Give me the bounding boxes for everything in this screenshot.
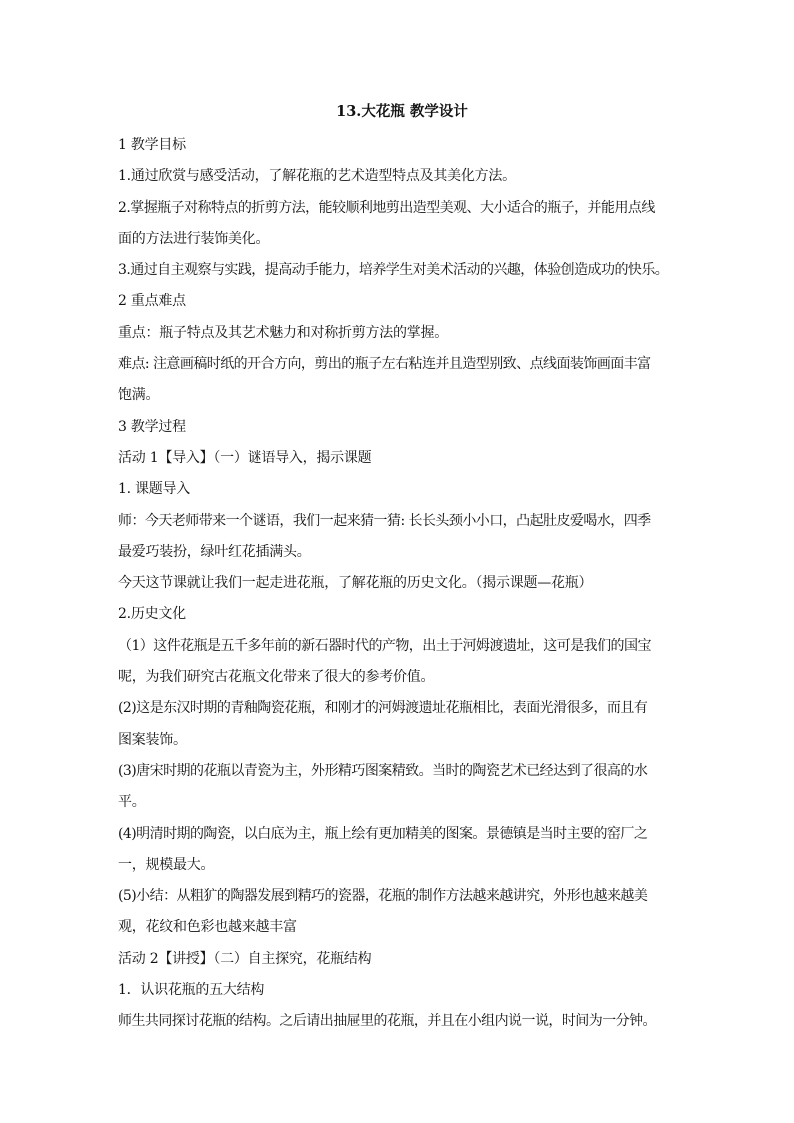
paragraph-line: 最爱巧装扮，绿叶红花插满头。: [118, 543, 311, 560]
paragraph-line: (5)小结：从粗犷的陶器发展到精巧的瓷器，花瓶的制作方法越来越讲究，外形也越来越美: [118, 888, 648, 905]
paragraph-line: 3.通过自主观察与实践，提高动手能力，培养学生对美术活动的兴趣，体验创造成功的快乐。: [118, 262, 669, 279]
section-heading-process: 3 教学过程: [118, 418, 186, 435]
subheading-line: 1. 课题导入: [118, 481, 191, 498]
document-page: [118, 102, 678, 1038]
paragraph-line: (3)唐宋时期的花瓶以青瓷为主，外形精巧图案精致。当时的陶瓷艺术已经达到了很高的水: [118, 762, 648, 779]
section-heading-key-points: 2 重点难点: [118, 293, 186, 310]
paragraph-line: (4)明清时期的陶瓷，以白底为主，瓶上绘有更加精美的图案。景德镇是当时主要的窑厂之: [118, 825, 648, 842]
activity-heading: 活动 2【讲授】（二）自主探究，花瓶结构: [118, 950, 372, 967]
paragraph-line: 图案装饰。: [118, 731, 187, 748]
paragraph-line: 师：今天老师带来一个谜语，我们一起来猜一猜: 长长头颈小小口，凸起肚皮爱喝水，四季: [118, 512, 651, 529]
document-title: 13.大花瓶 教学设计: [336, 103, 468, 120]
paragraph-line: 面的方法进行装饰美化。: [118, 230, 270, 247]
paragraph-line: 师生共同探讨花瓶的结构。之后请出抽屉里的花瓶，并且在小组内说一说，时间为一分钟。: [118, 1013, 656, 1030]
paragraph-line: 今天这节课就让我们一起走进花瓶，了解花瓶的历史文化。（揭示课题—花瓶）: [118, 575, 593, 592]
paragraph-line: 1.通过欣赏与感受活动，了解花瓶的艺术造型特点及其美化方法。: [118, 168, 516, 185]
section-heading-objectives: 1 教学目标: [118, 137, 186, 153]
paragraph-line: 观，花纹和色彩也越来越丰富: [118, 919, 297, 936]
activity-heading: 活动 1【导入】（一）谜语导入，揭示课题: [118, 449, 372, 466]
paragraph-line: 平。: [118, 794, 146, 811]
paragraph-line: 饱满。: [118, 387, 160, 404]
paragraph-line: 呢，为我们研究古花瓶文化带来了很大的参考价值。: [118, 669, 435, 686]
paragraph-line: 难点: 注意画稿时纸的开合方向，剪出的瓶子左右粘连并且造型别致、点线面装饰画面丰富: [118, 356, 651, 373]
subheading-line: 2.历史文化: [118, 606, 186, 623]
paragraph-line: (2)这是东汉时期的青釉陶瓷花瓶，和刚才的河姆渡遗址花瓶相比，表面光滑很多，而且有: [118, 700, 648, 717]
subheading-line: 1．认识花瓶的五大结构: [118, 982, 265, 999]
paragraph-line: 一，规模最大。: [118, 856, 215, 873]
paragraph-line: 重点：瓶子特点及其艺术魅力和对称折剪方法的掌握。: [118, 324, 448, 341]
paragraph-line: （1）这件花瓶是五千多年前的新石器时代的产物，出土于河姆渡遗址，这可是我们的国宝: [118, 637, 651, 654]
paragraph-line: 2.掌握瓶子对称特点的折剪方法，能较顺利地剪出造型美观、大小适合的瓶子，并能用点线: [118, 199, 655, 216]
